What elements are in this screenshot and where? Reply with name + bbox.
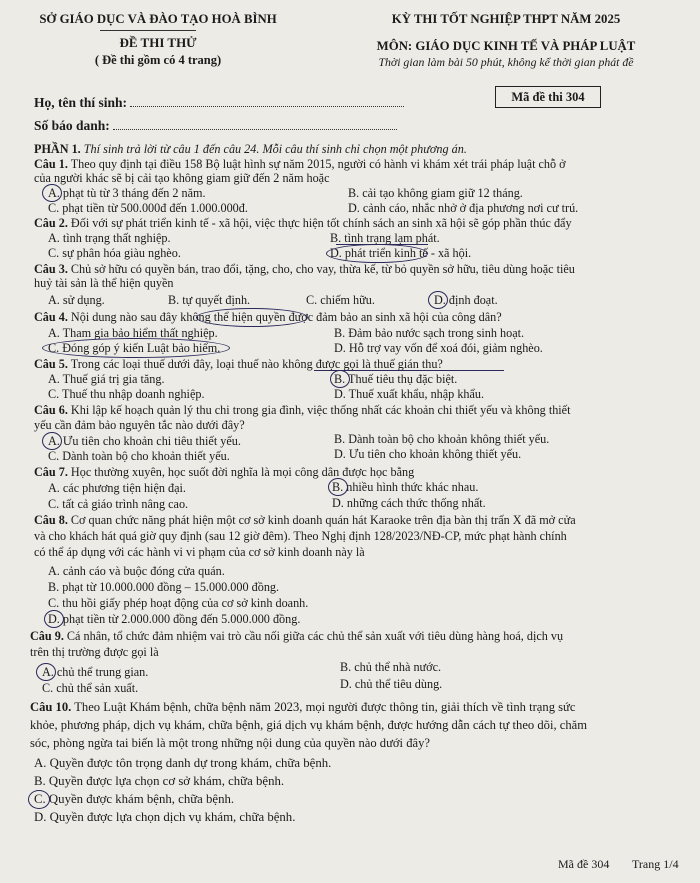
question-9-line-2: trên thị trường được gọi là bbox=[30, 645, 159, 659]
q4-option-c[interactable]: C. Đóng góp ý kiến Luật bảo hiểm. bbox=[48, 341, 221, 355]
question-8-line-2: và cho khách hát quá giờ quy định (sau 12 giờ đêm). Theo Nghị định 128/2023/NĐ-CP, mức phạt hành chính bbox=[34, 529, 567, 543]
question-10-line-1: Câu 10. Theo Luật Khám bệnh, chữa bệnh năm 2023, mọi người được thông tin, giải thích về tình trạng sức bbox=[30, 700, 576, 714]
question-number: Câu 7. bbox=[34, 465, 68, 479]
question-number: Câu 6. bbox=[34, 403, 68, 417]
q10-option-d[interactable]: D. Quyền được lựa chọn dịch vụ khám, chữa bệnh. bbox=[34, 810, 296, 824]
question-5-line-1: Câu 5. Trong các loại thuế dưới đây, loại thuế nào không được gọi là thuế gián thu? bbox=[34, 357, 443, 371]
question-number: Câu 4. bbox=[34, 310, 68, 324]
q1-option-a[interactable]: A. phạt tù từ 3 tháng đến 2 năm. bbox=[48, 186, 206, 200]
question-10-line-3: sóc, phòng ngừa tai biến là một trong những nội dung của quyền nào dưới đây? bbox=[30, 736, 430, 750]
q2-option-d[interactable]: D. phát triển kinh tế - xã hội. bbox=[330, 246, 472, 260]
q2-option-c[interactable]: C. sự phân hóa giàu nghèo. bbox=[48, 246, 181, 260]
q7-option-c[interactable]: C. tất cả giáo trình nâng cao. bbox=[48, 497, 189, 511]
name-blank bbox=[130, 102, 404, 107]
q8-option-b[interactable]: B. phạt từ 10.000.000 đồng – 15.000.000 đồng. bbox=[48, 580, 280, 594]
q3-option-c[interactable]: C. chiếm hữu. bbox=[306, 293, 375, 307]
header-divider bbox=[100, 30, 196, 31]
candidate-id-field bbox=[34, 118, 397, 134]
q9-option-b[interactable]: B. chủ thể nhà nước. bbox=[340, 660, 442, 674]
q8-option-a[interactable]: A. cảnh cáo và buộc đóng cửa quán. bbox=[48, 564, 225, 578]
q1-option-c[interactable]: C. phạt tiền từ 500.000đ đến 1.000.000đ. bbox=[48, 201, 248, 215]
q6-option-a[interactable]: A. Ưu tiên cho khoản chi tiêu thiết yếu. bbox=[48, 434, 241, 448]
question-10-line-2: khỏe, phương pháp, dịch vụ khám, chữa bệnh, giá dịch vụ khám bệnh, được hướng dẫn cách tự theo dõi, chăm bbox=[30, 718, 588, 732]
question-number: Câu 8. bbox=[34, 513, 68, 527]
question-8-line-1: Câu 8. Cơ quan chức năng phát hiện một cơ sở kinh doanh quán hát Karaoke trên địa bàn thị trấn X đã mở cửa bbox=[34, 513, 576, 527]
question-9-line-1: Câu 9. Cá nhân, tổ chức đảm nhiệm vai trò cầu nối giữa các chủ thể sản xuất với tiêu dùng hàng hoá, dịch vụ bbox=[30, 629, 564, 643]
pen-underline-q2 bbox=[336, 244, 428, 245]
question-number: Câu 1. bbox=[34, 157, 68, 171]
q3-option-b[interactable]: B. tự quyết định. bbox=[168, 293, 251, 307]
exam-code-box: Mã đề thi 304 bbox=[495, 86, 601, 108]
part-instruction: Thí sinh trả lời từ câu 1 đến câu 24. Mỗi câu thí sinh chỉ chọn một phương án. bbox=[83, 142, 467, 156]
q8-option-c[interactable]: C. thu hồi giấy phép hoạt động của cơ sở kinh doanh. bbox=[48, 596, 309, 610]
q3-option-a[interactable]: A. sử dụng. bbox=[48, 293, 105, 307]
pen-underline-q5 bbox=[314, 370, 504, 371]
q9-option-d[interactable]: D. chủ thể tiêu dùng. bbox=[340, 677, 443, 691]
q5-option-a[interactable]: A. Thuế giá trị gia tăng. bbox=[48, 372, 165, 386]
q5-option-b[interactable]: B. Thuế tiêu thụ đặc biệt. bbox=[334, 372, 458, 386]
subject: MÔN: GIÁO DỤC KINH TẾ VÀ PHÁP LUẬT bbox=[376, 39, 636, 53]
q5-option-d[interactable]: D. Thuế xuất khẩu, nhập khẩu. bbox=[334, 387, 485, 401]
question-number: Câu 10. bbox=[30, 700, 72, 714]
question-6-line-2: yếu cần đảm bảo nguyên tắc nào dưới đây? bbox=[34, 418, 245, 432]
candidate-name-field bbox=[34, 95, 404, 111]
question-1-line-2: của người khác sẽ bị cải tạo không giam giữ đến 2 năm hoặc bbox=[34, 171, 330, 185]
question-number: Câu 5. bbox=[34, 357, 68, 371]
q7-option-b[interactable]: B. nhiều hình thức khác nhau. bbox=[332, 480, 479, 494]
q6-option-c[interactable]: C. Dành toàn bộ cho khoản thiết yếu. bbox=[48, 449, 230, 463]
time-note: Thời gian làm bài 50 phút, không kể thời gian phát đề bbox=[378, 55, 634, 69]
q7-option-d[interactable]: D. những cách thức thống nhất. bbox=[332, 496, 486, 510]
q9-option-c[interactable]: C. chủ thể sản xuất. bbox=[42, 681, 139, 695]
question-2-line-1: Câu 2. Đối với sự phát triển kinh tế - xã hội, việc thực hiện tốt chính sách an sinh xã hội sẽ góp phần thúc đẩy bbox=[34, 216, 572, 230]
question-8-line-3: có thể áp dụng với các hành vi vi phạm của cơ sở kinh doanh này là bbox=[34, 545, 365, 559]
q9-option-a[interactable]: A. chủ thể trung gian. bbox=[42, 665, 149, 679]
part-label: PHẦN 1. bbox=[34, 142, 81, 156]
question-3-line-1: Câu 3. Chủ sở hữu có quyền bán, trao đổi, tặng, cho, cho vay, thừa kế, từ bỏ quyền sở hữu, tiêu dùng hoặc tiêu bbox=[34, 262, 575, 276]
department-name: SỞ GIÁO DỤC VÀ ĐÀO TẠO HOÀ BÌNH bbox=[39, 12, 277, 26]
page-note: ( Đề thi gồm có 4 trang) bbox=[94, 53, 222, 67]
exam-name: KỲ THI TỐT NGHIỆP THPT NĂM 2025 bbox=[391, 12, 621, 26]
footer-page: Trang 1/4 bbox=[632, 857, 679, 871]
q3-option-d[interactable]: D. định đoạt. bbox=[434, 293, 498, 307]
question-number: Câu 9. bbox=[30, 629, 64, 643]
q2-option-b[interactable]: B. tình trạng lạm phát. bbox=[330, 231, 440, 245]
exam-type: ĐỀ THI THỬ bbox=[119, 35, 197, 50]
q1-option-d[interactable]: D. cảnh cáo, nhắc nhở ở địa phương nơi cư trú. bbox=[348, 201, 579, 215]
question-number: Câu 3. bbox=[34, 262, 68, 276]
id-label: Số báo danh: bbox=[34, 118, 110, 133]
q10-option-a[interactable]: A. Quyền được tôn trọng danh dự trong khám, chữa bệnh. bbox=[34, 756, 332, 770]
q10-option-b[interactable]: B. Quyền được lựa chọn cơ sở khám, chữa bệnh. bbox=[34, 774, 285, 788]
question-3-line-2: huỷ tài sản là thể hiện quyền bbox=[34, 276, 174, 290]
id-blank bbox=[113, 125, 397, 130]
q4-option-a[interactable]: A. Tham gia bảo hiểm thất nghiệp. bbox=[48, 326, 218, 340]
q7-option-a[interactable]: A. các phương tiện hiện đại. bbox=[48, 481, 186, 495]
question-number: Câu 2. bbox=[34, 216, 68, 230]
q4-option-b[interactable]: B. Đảm bảo nước sạch trong sinh hoạt. bbox=[334, 326, 525, 340]
question-4-line-1: Câu 4. Nội dung nào sau đây không thể hiện quyền được đảm bảo an sinh xã hội của công dân? bbox=[34, 310, 502, 324]
footer-code: Mã đề 304 bbox=[558, 857, 610, 871]
question-1-line-1: Câu 1. Theo quy định tại điều 158 Bộ luật hình sự năm 2015, người có hành vi khám xét trái pháp luật chỗ ở bbox=[34, 157, 566, 171]
q2-option-a[interactable]: A. tình trạng thất nghiệp. bbox=[48, 231, 171, 245]
name-label: Họ, tên thí sinh: bbox=[34, 95, 128, 110]
question-7-line-1: Câu 7. Học thường xuyên, học suốt đời nghĩa là mọi công dân được học bằng bbox=[34, 465, 415, 479]
q10-option-c[interactable]: C. Quyền được khám bệnh, chữa bệnh. bbox=[34, 792, 235, 806]
q6-option-d[interactable]: D. Ưu tiên cho khoản không thiết yếu. bbox=[334, 447, 522, 461]
q8-option-d[interactable]: D. phạt tiền từ 2.000.000 đồng đến 5.000.000 đồng. bbox=[48, 612, 301, 626]
part-heading bbox=[34, 142, 467, 156]
q5-option-c[interactable]: C. Thuế thu nhập doanh nghiệp. bbox=[48, 387, 205, 401]
q6-option-b[interactable]: B. Dành toàn bộ cho khoản không thiết yếu. bbox=[334, 432, 550, 446]
q1-option-b[interactable]: B. cải tạo không giam giữ 12 tháng. bbox=[348, 186, 523, 200]
q4-option-d[interactable]: D. Hỗ trợ vay vốn để xoá đói, giảm nghèo. bbox=[334, 341, 543, 355]
question-6-line-1: Câu 6. Khi lập kế hoạch quản lý thu chi trong gia đình, việc thống nhất các khoản chi thiết yếu và không thiết bbox=[34, 403, 571, 417]
